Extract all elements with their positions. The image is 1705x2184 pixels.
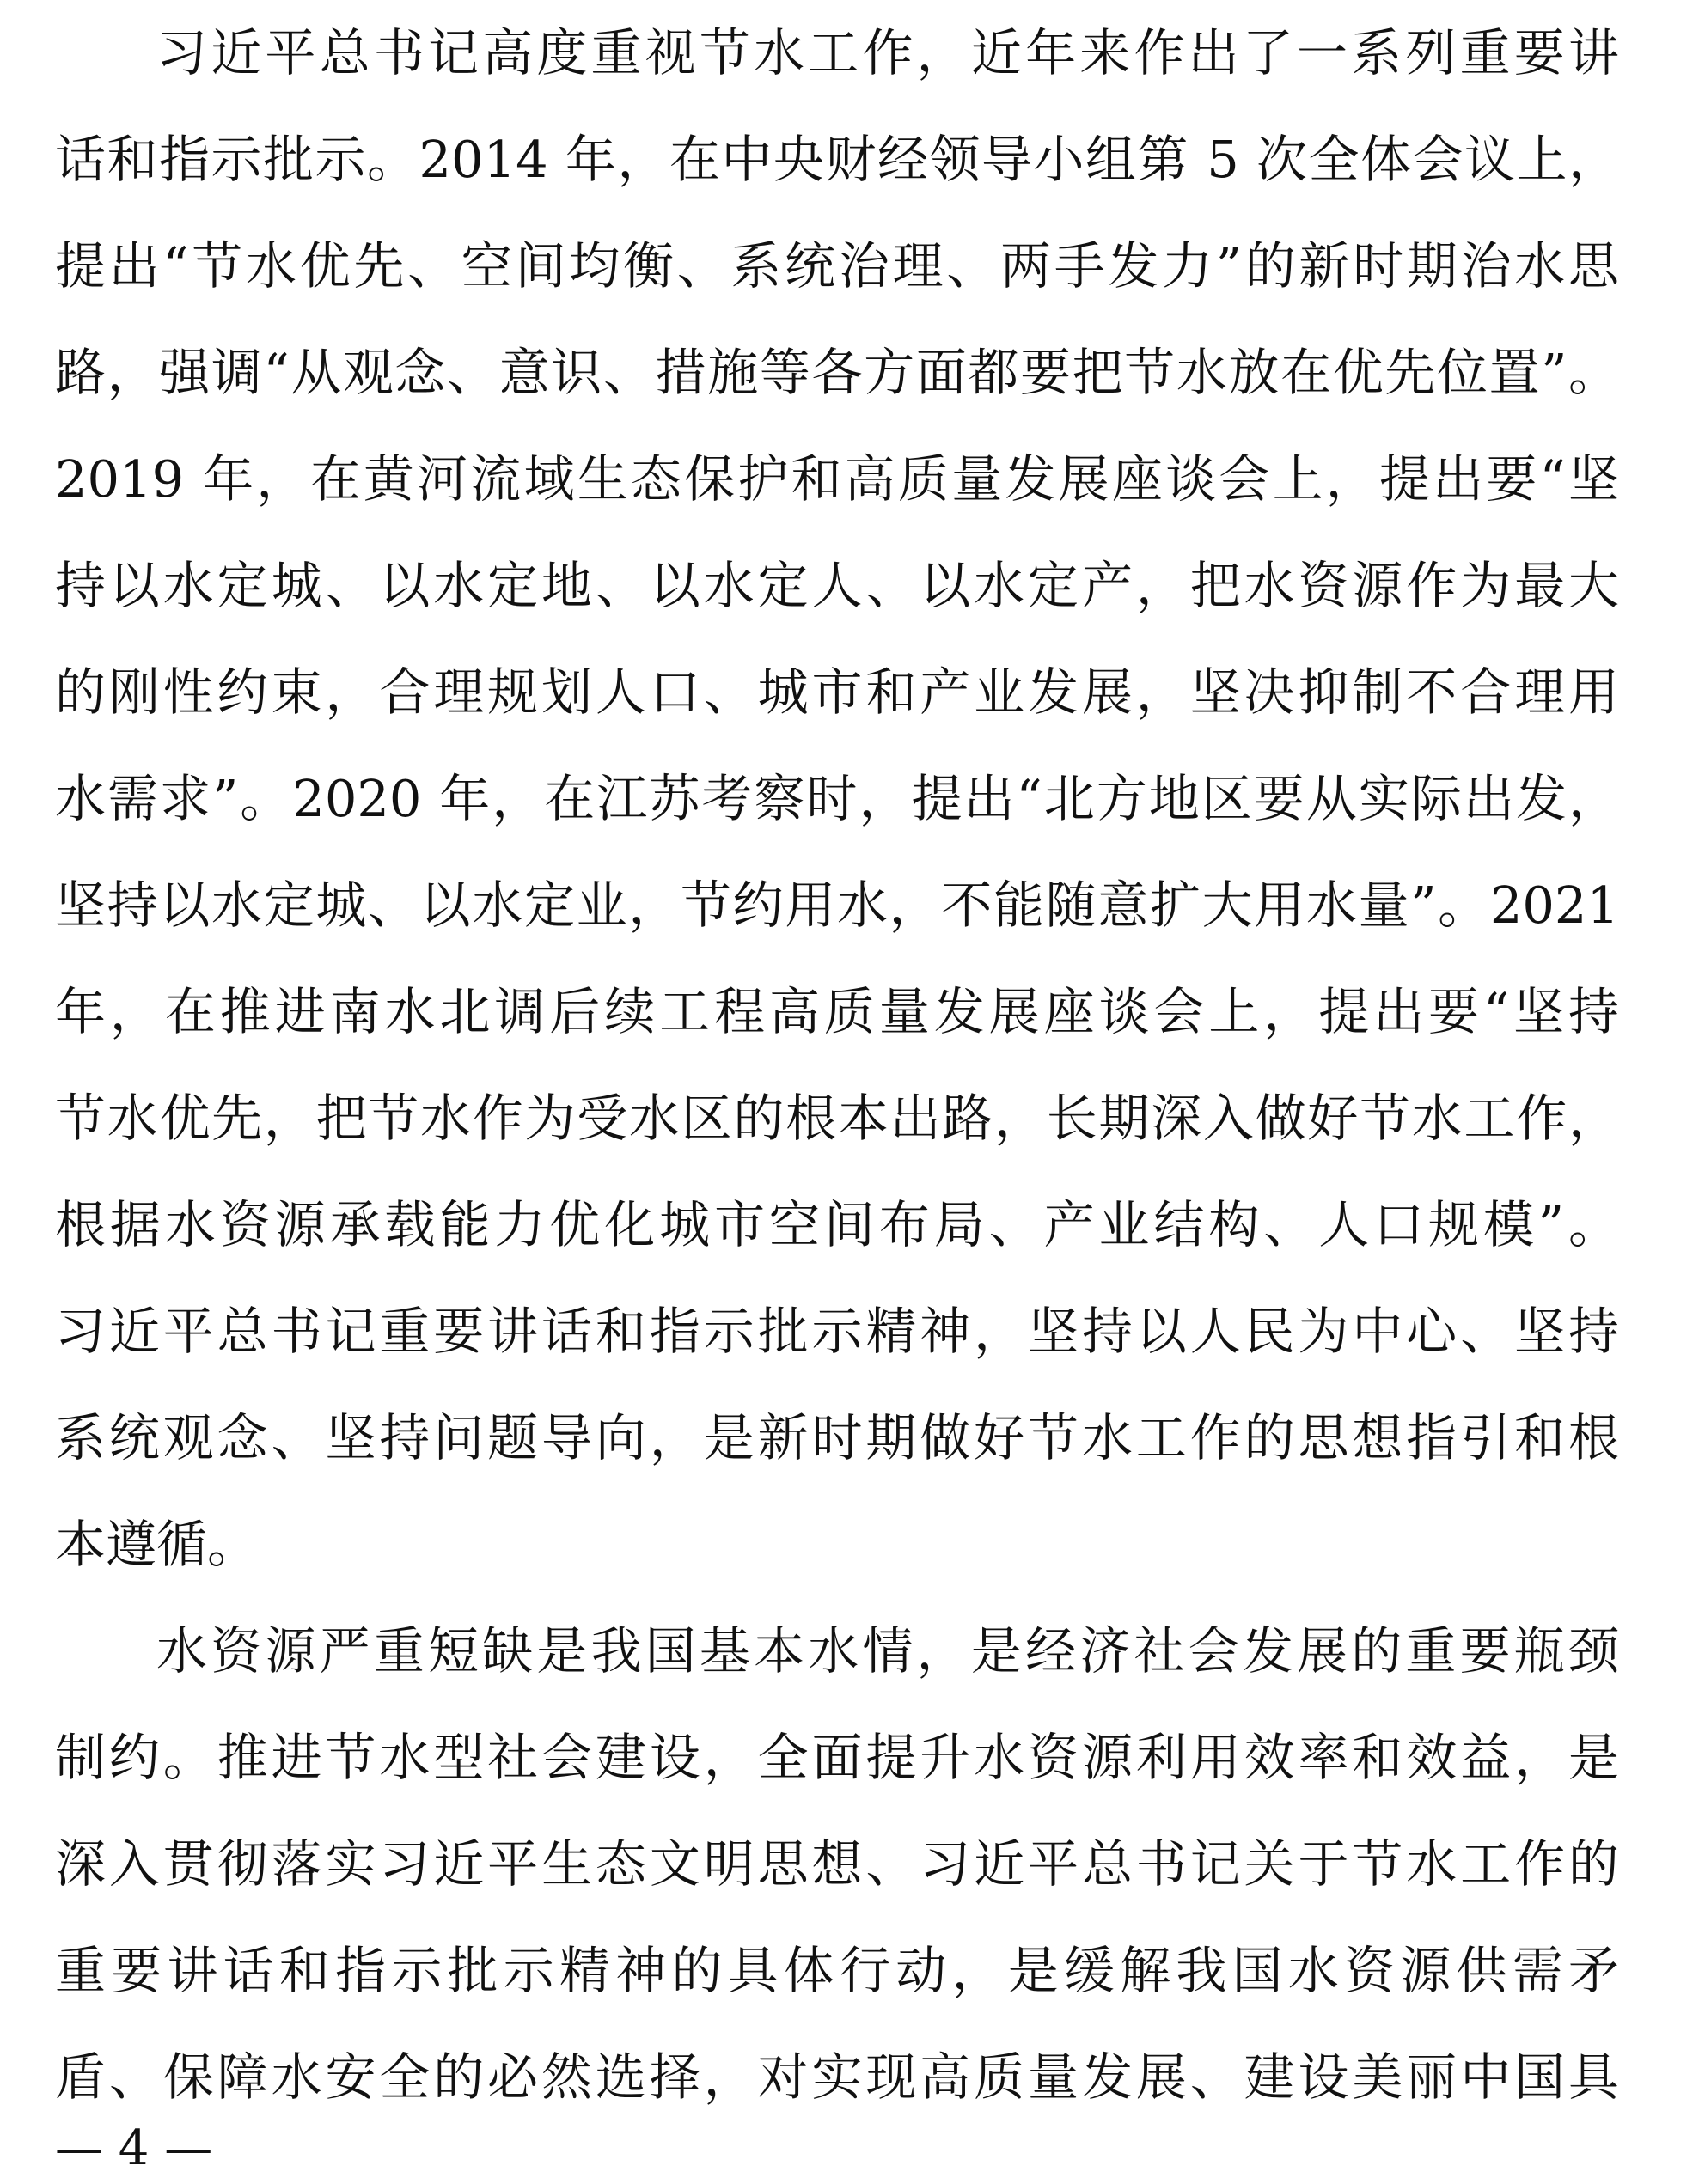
text-line: 深入贯彻落实习近平生态文明思想、习近平总书记关于节水工作的	[55, 1834, 1619, 1894]
text-line: 话和指示批示。2014 年，在中央财经领导小组第 5 次全体会议上，	[55, 130, 1619, 189]
text-line: 的刚性约束，合理规划人口、城市和产业发展，坚决抑制不合理用	[55, 662, 1619, 722]
text-line: 系统观念、坚持问题导向，是新时期做好节水工作的思想指引和根	[55, 1408, 1619, 1467]
text-line: 习近平总书记重要讲话和指示批示精神，坚持以人民为中心、坚持	[55, 1302, 1619, 1361]
text-line: 重要讲话和指示批示精神的具体行动，是缓解我国水资源供需矛	[55, 1941, 1619, 2000]
text-line: 坚持以水定城、以水定业，节约用水，不能随意扩大用水量”。2021	[55, 875, 1619, 935]
text-line: 提出“节水优先、空间均衡、系统治理、两手发力”的新时期治水思	[55, 236, 1619, 296]
body-text	[55, 0, 1619, 2131]
page-number: — 4 —	[55, 2120, 213, 2176]
text-line: 根据水资源承载能力优化城市空间布局、产业结构、人口规模”。	[55, 1195, 1619, 1254]
text-line: 水需求”。2020 年，在江苏考察时，提出“北方地区要从实际出发，	[55, 769, 1619, 828]
text-line: 水资源严重短缺是我国基本水情，是经济社会发展的重要瓶颈	[156, 1621, 1619, 1681]
paragraph-2	[55, 1598, 1619, 2131]
text-line: 持以水定城、以水定地、以水定人、以水定产，把水资源作为最大	[55, 556, 1619, 615]
text-line: 2019 年，在黄河流域生态保护和高质量发展座谈会上，提出要“坚	[55, 449, 1619, 509]
text-line: 节水优先，把节水作为受水区的根本出路，长期深入做好节水工作，	[55, 1089, 1619, 1148]
text-line: 路，强调“从观念、意识、措施等各方面都要把节水放在优先位置”。	[55, 343, 1619, 402]
text-line: 习近平总书记高度重视节水工作，近年来作出了一系列重要讲	[156, 23, 1619, 82]
paragraph-1	[55, 0, 1619, 1598]
text-line: 年，在推进南水北调后续工程高质量发展座谈会上，提出要“坚持	[55, 982, 1619, 1041]
text-line: 盾、保障水安全的必然选择，对实现高质量发展、建设美丽中国具	[55, 2047, 1619, 2107]
text-line: 制约。推进节水型社会建设，全面提升水资源利用效率和效益，是	[55, 1728, 1619, 1787]
text-line: 本遵循。	[55, 1515, 259, 1574]
